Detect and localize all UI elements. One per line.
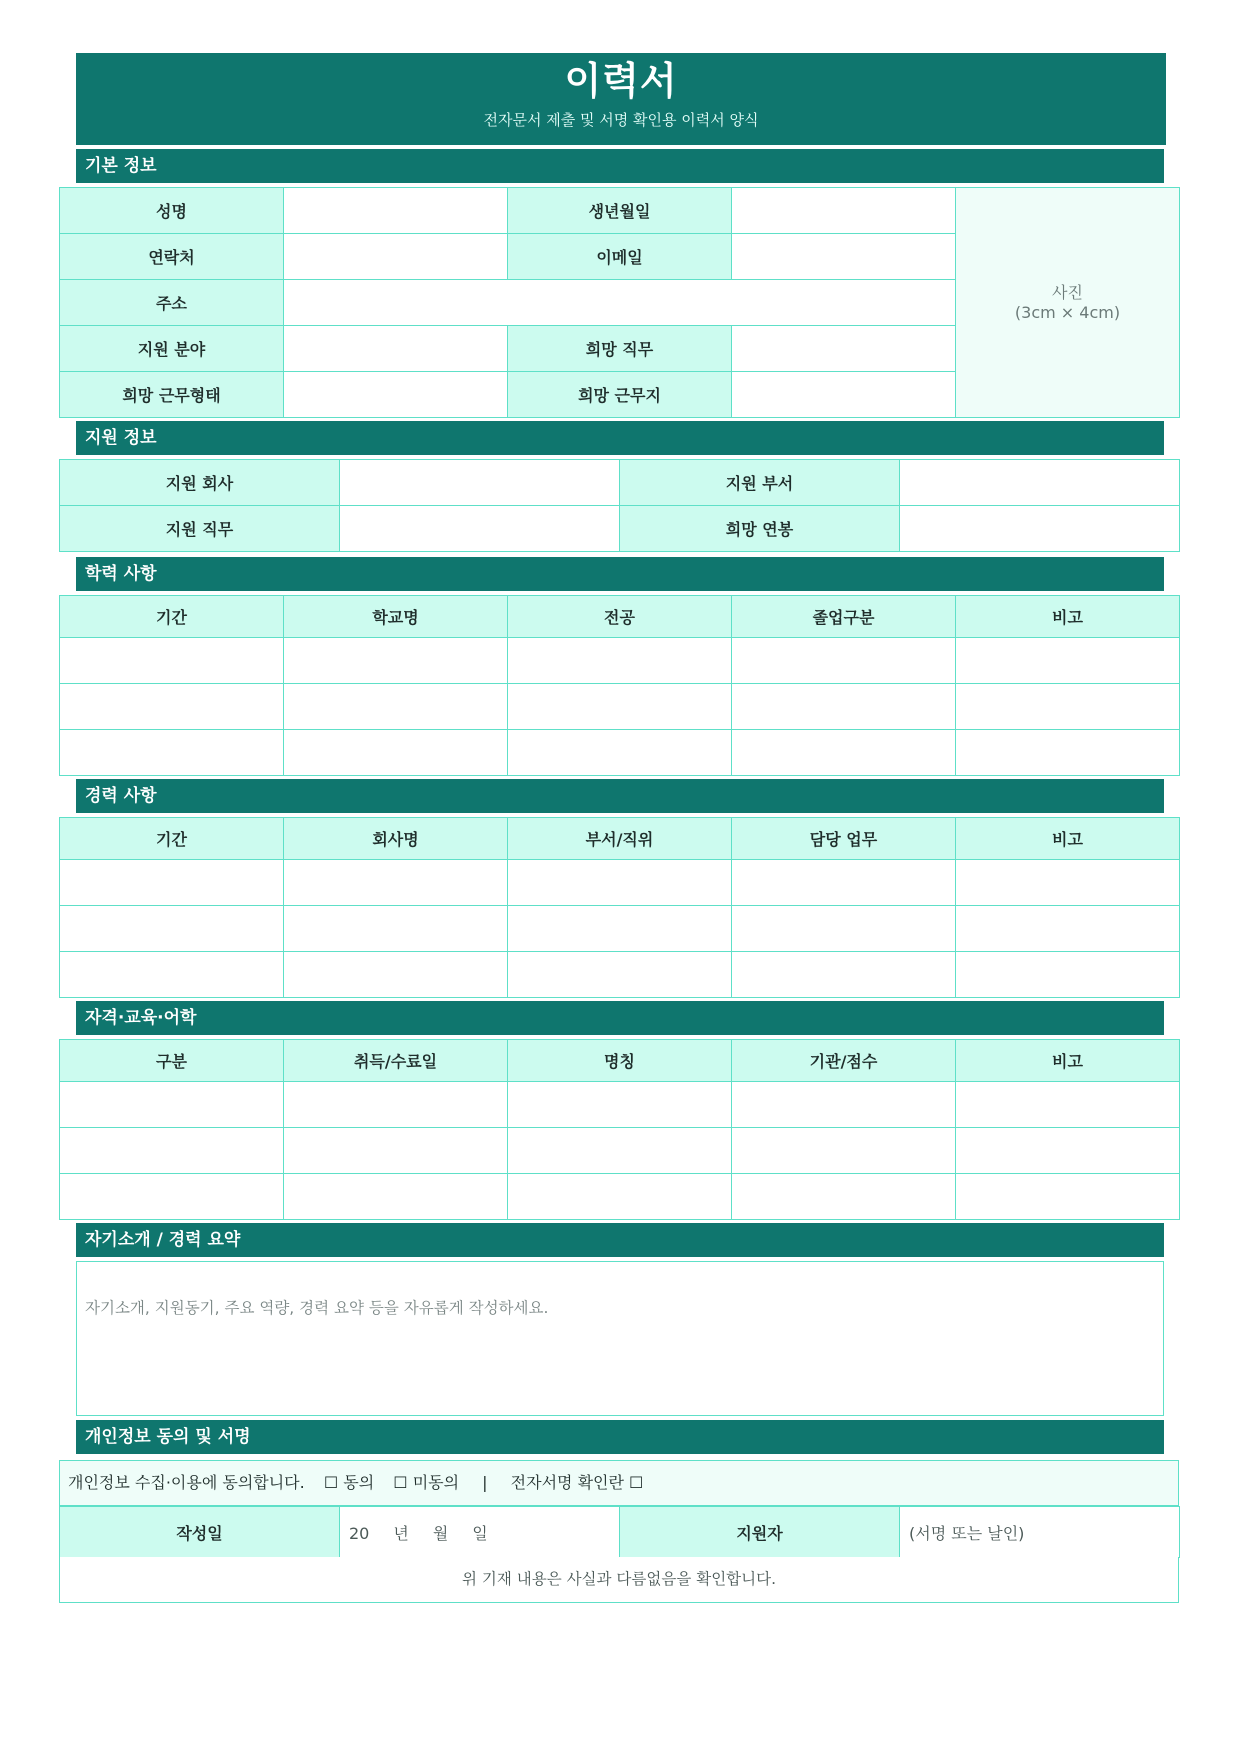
date-year: 20 — [349, 1523, 370, 1543]
cert-cell[interactable] — [508, 1082, 732, 1128]
cert-cell[interactable] — [60, 1174, 284, 1220]
label-date: 작성일 — [60, 1507, 340, 1558]
edu-header-note: 비고 — [956, 596, 1180, 638]
table-row — [60, 638, 1180, 684]
edu-header-period: 기간 — [60, 596, 284, 638]
table-row — [60, 1174, 1180, 1220]
career-cell[interactable] — [284, 860, 508, 906]
career-cell[interactable] — [60, 906, 284, 952]
label-apply-job: 지원 직무 — [60, 506, 340, 552]
edu-cell[interactable] — [956, 730, 1180, 776]
label-name: 성명 — [60, 188, 284, 234]
dept-field[interactable] — [900, 460, 1180, 506]
career-cell[interactable] — [956, 952, 1180, 998]
cert-cell[interactable] — [956, 1082, 1180, 1128]
salary-field[interactable] — [900, 506, 1180, 552]
label-dept: 지원 부서 — [620, 460, 900, 506]
label-location: 희망 근무지 — [508, 372, 732, 418]
location-field[interactable] — [732, 372, 956, 418]
cert-header-note: 비고 — [956, 1040, 1180, 1082]
label-contact: 연락처 — [60, 234, 284, 280]
label-address: 주소 — [60, 280, 284, 326]
esign-checkbox[interactable]: 전자서명 확인란 ☐ — [510, 1473, 644, 1492]
cert-header-date: 취득/수료일 — [284, 1040, 508, 1082]
career-cell[interactable] — [508, 860, 732, 906]
date-year-unit: 년 — [393, 1523, 409, 1543]
edu-header-major: 전공 — [508, 596, 732, 638]
cert-cell[interactable] — [284, 1174, 508, 1220]
cert-cell[interactable] — [956, 1174, 1180, 1220]
self-intro-textarea[interactable] — [76, 1261, 1164, 1416]
apply-job-field[interactable] — [340, 506, 620, 552]
cert-header-type: 구분 — [60, 1040, 284, 1082]
label-company: 지원 회사 — [60, 460, 340, 506]
worktype-field[interactable] — [284, 372, 508, 418]
cert-cell[interactable] — [284, 1082, 508, 1128]
edu-cell[interactable] — [508, 638, 732, 684]
edu-cell[interactable] — [60, 638, 284, 684]
cert-cell[interactable] — [732, 1082, 956, 1128]
label-applicant: 지원자 — [620, 1507, 900, 1558]
edu-cell[interactable] — [956, 684, 1180, 730]
address-field[interactable] — [284, 280, 956, 326]
edu-cell[interactable] — [284, 684, 508, 730]
email-field[interactable] — [732, 234, 956, 280]
career-header-company: 회사명 — [284, 818, 508, 860]
edu-cell[interactable] — [284, 638, 508, 684]
name-field[interactable] — [284, 188, 508, 234]
cert-header-issuer: 기관/점수 — [732, 1040, 956, 1082]
cert-cell[interactable] — [60, 1128, 284, 1174]
agree-checkbox[interactable]: ☐ 동의 — [323, 1473, 375, 1492]
label-salary: 희망 연봉 — [620, 506, 900, 552]
label-email: 이메일 — [508, 234, 732, 280]
section-apply-info: 지원 정보 — [76, 421, 1164, 455]
table-row — [60, 952, 1180, 998]
table-row — [60, 730, 1180, 776]
cert-cell[interactable] — [732, 1174, 956, 1220]
cert-cell[interactable] — [284, 1128, 508, 1174]
contact-field[interactable] — [284, 234, 508, 280]
label-job: 희망 직무 — [508, 326, 732, 372]
table-row — [60, 860, 1180, 906]
signature-hint: (서명 또는 날인) — [909, 1523, 1025, 1543]
career-header-duty: 담당 업무 — [732, 818, 956, 860]
signature-table — [59, 1506, 1180, 1558]
section-consent: 개인정보 동의 및 서명 — [76, 1420, 1164, 1454]
edu-cell[interactable] — [60, 730, 284, 776]
certs-table — [59, 1039, 1180, 1220]
section-education: 학력 사항 — [76, 557, 1164, 591]
field-field[interactable] — [284, 326, 508, 372]
cert-cell[interactable] — [732, 1128, 956, 1174]
self-intro-placeholder: 자기소개, 지원동기, 주요 역량, 경력 요약 등을 자유롭게 작성하세요. — [85, 1299, 549, 1317]
section-certifications: 자격·교육·어학 — [76, 1001, 1164, 1035]
photo-label: 사진 — [1052, 282, 1083, 302]
consent-row — [59, 1460, 1179, 1506]
consent-separator: | — [482, 1473, 488, 1492]
edu-header-school: 학교명 — [284, 596, 508, 638]
career-cell[interactable] — [508, 906, 732, 952]
date-month-unit: 월 — [432, 1523, 449, 1543]
education-table — [59, 595, 1180, 776]
company-field[interactable] — [340, 460, 620, 506]
table-row — [60, 906, 1180, 952]
edu-cell[interactable] — [732, 638, 956, 684]
disagree-checkbox[interactable]: ☐ 미동의 — [393, 1473, 460, 1492]
date-day-unit: 일 — [472, 1523, 488, 1543]
cert-cell[interactable] — [508, 1128, 732, 1174]
label-field: 지원 분야 — [60, 326, 284, 372]
confirmation-statement: 위 기재 내용은 사실과 다름없음을 확인합니다. — [59, 1557, 1179, 1603]
table-row — [60, 1082, 1180, 1128]
date-field[interactable] — [340, 1507, 620, 1558]
edu-cell[interactable] — [508, 730, 732, 776]
edu-cell[interactable] — [508, 684, 732, 730]
table-row — [60, 1128, 1180, 1174]
section-career: 경력 사항 — [76, 779, 1164, 813]
section-self-intro: 자기소개 / 경력 요약 — [76, 1223, 1164, 1257]
career-cell[interactable] — [732, 860, 956, 906]
birth-field[interactable] — [732, 188, 956, 234]
edu-cell[interactable] — [732, 730, 956, 776]
signature-field[interactable] — [900, 1507, 1180, 1558]
title-banner — [76, 53, 1166, 145]
page-title: 이력서 — [564, 59, 678, 103]
edu-cell[interactable] — [732, 684, 956, 730]
label-birth: 생년월일 — [508, 188, 732, 234]
consent-statement: 개인정보 수집·이용에 동의합니다. — [68, 1473, 305, 1492]
apply-info-table — [59, 459, 1180, 552]
career-cell[interactable] — [732, 906, 956, 952]
edu-header-graduation: 졸업구분 — [732, 596, 956, 638]
page-subtitle: 전자문서 제출 및 서명 확인용 이력서 양식 — [483, 111, 759, 129]
job-field[interactable] — [732, 326, 956, 372]
cert-header-name: 명칭 — [508, 1040, 732, 1082]
photo-size: (3cm × 4cm) — [1014, 302, 1121, 322]
label-worktype: 희망 근무형태 — [60, 372, 284, 418]
table-row — [60, 684, 1180, 730]
edu-cell[interactable] — [956, 638, 1180, 684]
career-cell[interactable] — [284, 952, 508, 998]
career-header-position: 부서/직위 — [508, 818, 732, 860]
photo-box[interactable] — [956, 188, 1180, 418]
career-cell[interactable] — [60, 860, 284, 906]
cert-cell[interactable] — [60, 1082, 284, 1128]
edu-cell[interactable] — [284, 730, 508, 776]
career-table — [59, 817, 1180, 998]
career-cell[interactable] — [956, 906, 1180, 952]
cert-cell[interactable] — [956, 1128, 1180, 1174]
basic-info-table — [59, 187, 1180, 418]
section-basic-info: 기본 정보 — [76, 149, 1164, 183]
career-header-period: 기간 — [60, 818, 284, 860]
career-cell[interactable] — [284, 906, 508, 952]
cert-cell[interactable] — [508, 1174, 732, 1220]
career-cell[interactable] — [508, 952, 732, 998]
edu-cell[interactable] — [60, 684, 284, 730]
career-cell[interactable] — [732, 952, 956, 998]
career-header-note: 비고 — [956, 818, 1180, 860]
career-cell[interactable] — [60, 952, 284, 998]
career-cell[interactable] — [956, 860, 1180, 906]
